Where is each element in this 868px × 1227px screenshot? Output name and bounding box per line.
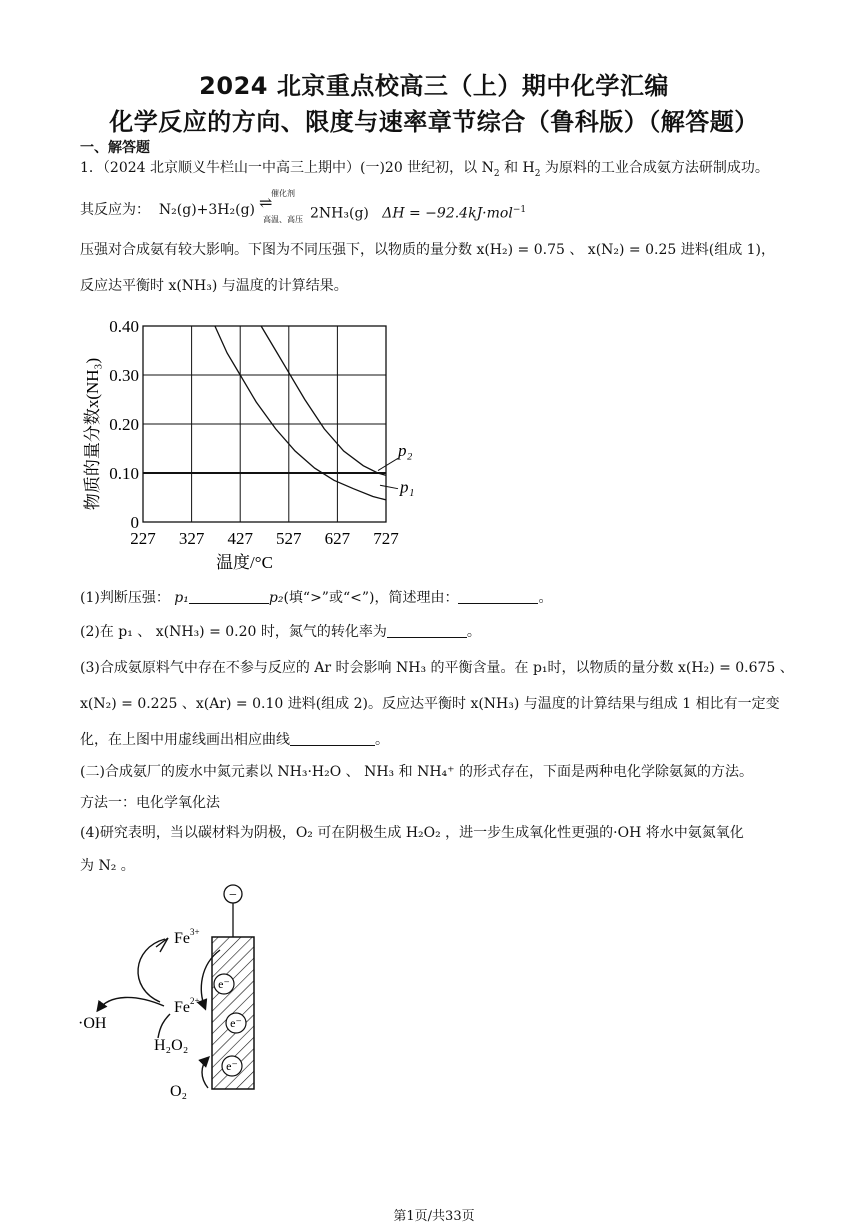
question-1-3a: (3)合成氨原料气中存在不参与反应的 Ar 时会影响 NH₃ 的平衡含量。在 p₁时，以物质的量分数 x(H₂) = 0.675 、 (80, 660, 794, 676)
answer-blank-1[interactable] (189, 589, 269, 604)
answer-blank-2[interactable] (458, 589, 538, 604)
y-tick-label-0: 0 (130, 513, 139, 532)
x-tick-label-4: 627 (324, 529, 351, 548)
equation-rhs: 2NH₃(g) ΔH = −92.4kJ·mol$^{-1}$ (310, 205, 527, 222)
x-axis-label: 温度/°C (216, 553, 273, 572)
x-tick-label-0: 227 (130, 529, 156, 548)
question-1-3c: 化，在上图中用虚线画出相应曲线 。 (80, 732, 389, 748)
equilibrium-chart (76, 312, 415, 577)
electrochemical-diagram (60, 880, 280, 1105)
series-label-p1: p₁ (400, 477, 415, 497)
fe3-label: $Fe^{3+}$ (174, 927, 200, 947)
fe2-label: $Fe^{2+}$ (174, 996, 200, 1016)
fe2-to-fe3-arrow (138, 939, 165, 1002)
paragraph-1b: 反应达平衡时 x(NH₃) 与温度的计算结果。 (80, 278, 348, 294)
title-line-2: 化学反应的方向、限度与速率章节综合（鲁科版）（解答题） (109, 108, 759, 136)
question-1-3b: x(N₂) = 0.225 、x(Ar) = 0.10 进料(组成 2)。反应达平衡时 x(NH₃) 与温度的计算结果与组成 1 相比有一定变 (80, 696, 780, 712)
y-axis-label: 物质的量分数x(NH₃) (83, 357, 102, 511)
series-label-p2: p₂ (398, 440, 413, 460)
conditions-label: 高温、高压 (263, 215, 303, 224)
question-1-1: (1)判断压强： p₁ p₂(填“>”或“<”)，简述理由： 。 (80, 590, 553, 606)
equation-lhs: N₂(g)+3H₂(g) (158, 202, 255, 218)
y-tick-label-2: 0.20 (109, 415, 139, 434)
x-tick-label-1: 327 (178, 529, 205, 548)
electron-label-2: e⁻ (230, 1016, 242, 1030)
question-1-intro: 1．（2024 北京顺义牛栏山一中高三上期中）(一)20 世纪初，以 $N_2$ 和 $H_2$ 为原料的工业合成氨方法研制成功。 (80, 160, 769, 179)
equilibrium-arrow: ⇌ (259, 193, 273, 212)
minus-sign: − (229, 888, 237, 903)
electron-label-3: e⁻ (226, 1059, 238, 1073)
hydroxyl-radical-label: ·OH (78, 1015, 107, 1032)
catalyst-label: 催化剂 (271, 189, 295, 198)
series-label-p2-leader (378, 458, 398, 470)
section-heading: 一、解答题 (80, 140, 150, 156)
x-tick-label-2: 427 (227, 529, 253, 548)
y-tick-label-3: 0.30 (109, 366, 139, 385)
series-line-2 (261, 326, 386, 475)
h2o2-label: H₂O₂ (154, 1037, 189, 1054)
answer-blank-4[interactable] (290, 731, 375, 746)
question-1-4b: 为 N₂ 。 (80, 858, 135, 874)
answer-blank-3[interactable] (387, 623, 467, 638)
part-2-intro: (二)合成氨厂的废水中氮元素以 NH₃·H₂O 、 NH₃ 和 NH₄⁺ 的形式存在，下面是两种电化学除氨氮的方法。 (80, 764, 753, 780)
electron-label-1: e⁻ (218, 977, 230, 991)
o2-label: O₂ (170, 1083, 188, 1100)
question-1-2: (2)在 p₁ 、 x(NH₃) = 0.20 时，氮气的转化率为 。 (80, 624, 481, 640)
h2o2-to-fe2-line (158, 1014, 170, 1038)
method-1-heading: 方法一：电化学氧化法 (80, 795, 220, 811)
o2-to-h2o2-arrow (202, 1058, 208, 1088)
y-tick-label-4: 0.40 (109, 317, 139, 336)
paragraph-1a: 压强对合成氨有较大影响。下图为不同压强下，以物质的量分数 x(H₂) = 0.75 、 x(N₂) = 0.25 进料(组成 1)， (80, 242, 776, 258)
y-tick-label-1: 0.10 (109, 464, 139, 483)
title-line-1: 2024 北京重点校高三（上）期中化学汇编 (199, 72, 669, 100)
x-tick-label-3: 527 (276, 529, 302, 548)
x-tick-label-5: 727 (373, 529, 399, 548)
page-footer: 第1页/共33页 (393, 1209, 475, 1224)
series-label-p1-leader (380, 485, 398, 488)
question-1-4a: (4)研究表明，当以碳材料为阴极，O₂ 可在阴极生成 H₂O₂ ，进一步生成氧化性更强的·OH 将水中氨氮氧化 (80, 825, 744, 841)
reaction-equation: 其反应为： N₂(g)+3H₂(g) (80, 202, 255, 218)
